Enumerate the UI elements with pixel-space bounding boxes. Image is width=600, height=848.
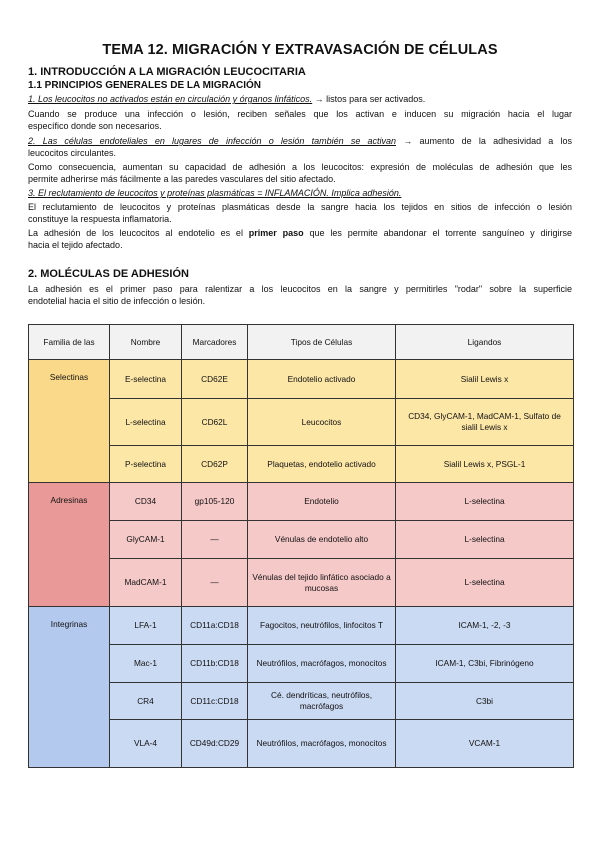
paragraph-5-underlined: 3. El reclutamiento de leucocitos y proteínas plasmáticas = INFLAMACIÓN. Implica adhesión. xyxy=(28,188,402,198)
family-cell-integrinas: Integrinas xyxy=(29,607,110,768)
header-tipos-celulas: Tipos de Células xyxy=(248,325,396,360)
cell-marcador: CD49d:CD29 xyxy=(182,720,248,768)
table-header-row xyxy=(29,325,574,360)
paragraph-4-line-1: Como consecuencia, aumentan su capacidad de adhesión a los leucocitos: expresión de moléculas de adhesión que les xyxy=(28,162,572,172)
paragraph-3-line-2: leucocitos circulantes. xyxy=(28,148,117,158)
cell-ligandos: Sialil Lewis x xyxy=(396,360,574,399)
paragraph-7-line-2: hacia el tejido afectado. xyxy=(28,240,123,250)
paragraph-4-line-2: permite adherirse más fácilmente a las paredes vasculares del sitio afectado. xyxy=(28,174,336,184)
cell-marcador: — xyxy=(182,559,248,607)
cell-marcador: CD11b:CD18 xyxy=(182,645,248,683)
cell-ligandos: ICAM-1, -2, -3 xyxy=(396,607,574,645)
cell-nombre: P-selectina xyxy=(110,446,182,483)
paragraph-6-line-2: constituye la respuesta inflamatoria. xyxy=(28,214,172,224)
cell-nombre: GlyCAM-1 xyxy=(110,521,182,559)
paragraph-7-line-1 xyxy=(28,227,572,239)
table-row xyxy=(29,483,574,521)
cell-marcador: CD62E xyxy=(182,360,248,399)
document-title: TEMA 12. MIGRACIÓN Y EXTRAVASACIÓN DE CÉLULAS xyxy=(102,42,498,58)
cell-celulas: Fagocitos, neutrófilos, linfocitos T xyxy=(248,607,396,645)
subsection-1-1-heading: 1.1 PRINCIPIOS GENERALES DE LA MIGRACIÓN xyxy=(28,80,261,91)
paragraph-3-underlined: 2. Las células endoteliales en lugares de infección o lesión también se activan xyxy=(28,136,397,146)
paragraph-7-text-b: que les permite abandonar el torrente sanguíneo y dirigirse xyxy=(303,228,572,238)
family-cell-adresinas: Adresinas xyxy=(29,483,110,607)
header-marcadores: Marcadores xyxy=(182,325,248,360)
table-row xyxy=(29,399,574,446)
cell-ligandos: L-selectina xyxy=(396,483,574,521)
table-row xyxy=(29,521,574,559)
header-familia: Familia de las xyxy=(29,325,110,360)
cell-marcador: CD11a:CD18 xyxy=(182,607,248,645)
cell-marcador: gp105-120 xyxy=(182,483,248,521)
paragraph-3 xyxy=(28,135,572,147)
cell-celulas: Vénulas del tejido linfático asociado a mucosas xyxy=(248,559,396,607)
cell-celulas: Neutrófilos, macrófagos, monocitos xyxy=(248,720,396,768)
cell-marcador: CD62L xyxy=(182,399,248,446)
cell-ligandos: L-selectina xyxy=(396,521,574,559)
table-row xyxy=(29,720,574,768)
section-2-heading: 2. MOLÉCULAS DE ADHESIÓN xyxy=(28,268,189,280)
paragraph-1-rest: → listos para ser activados. xyxy=(312,94,426,104)
paragraph-2-line-1: Cuando se produce una infección o lesión, reciben señales que los activan e inducen su migración hacia el lugar xyxy=(28,109,572,119)
cell-nombre: CR4 xyxy=(110,683,182,720)
cell-celulas: Neutrófilos, macrófagos, monocitos xyxy=(248,645,396,683)
header-ligandos: Ligandos xyxy=(396,325,574,360)
paragraph-7-text-a: La adhesión de los leucocitos al endotelio es el xyxy=(28,228,249,238)
paragraph-7-bold: primer paso xyxy=(248,228,304,238)
header-nombre: Nombre xyxy=(110,325,182,360)
paragraph-2-line-2: específico donde son necesarios. xyxy=(28,121,162,131)
table-row xyxy=(29,360,574,399)
cell-ligandos: VCAM-1 xyxy=(396,720,574,768)
family-cell-selectinas: Selectinas xyxy=(29,360,110,483)
table-row xyxy=(29,683,574,720)
paragraph-1-underlined: 1. Los leucocitos no activados están en circulación y órganos linfáticos. xyxy=(28,94,313,104)
paragraph-3-rest: → aumento de la adhesividad a los xyxy=(396,136,573,146)
paragraph-6-line-1: El reclutamiento de leucocitos y proteínas plasmáticas desde la sangre hacia los tejidos en sitios de infección o lesión xyxy=(28,202,572,212)
cell-nombre: E-selectina xyxy=(110,360,182,399)
cell-nombre: MadCAM-1 xyxy=(110,559,182,607)
cell-ligandos: CD34, GlyCAM-1, MadCAM-1, Sulfato de sialil Lewis x xyxy=(396,399,574,446)
cell-ligandos: L-selectina xyxy=(396,559,574,607)
section-2-paragraph-line-2: endotelial hacia el sitio de infección o lesión. xyxy=(28,296,206,306)
cell-ligandos: ICAM-1, C3bi, Fibrinógeno xyxy=(396,645,574,683)
table-row xyxy=(29,607,574,645)
cell-ligandos: Sialil Lewis x, PSGL-1 xyxy=(396,446,574,483)
section-1-heading: 1. INTRODUCCIÓN A LA MIGRACIÓN LEUCOCITARIA xyxy=(28,66,306,78)
cell-marcador: CD62P xyxy=(182,446,248,483)
cell-celulas: Endotelio xyxy=(248,483,396,521)
table-row xyxy=(29,645,574,683)
cell-ligandos: C3bi xyxy=(396,683,574,720)
paragraph-5 xyxy=(28,187,572,199)
cell-celulas: Cé. dendríticas, neutrófilos, macrófagos xyxy=(248,683,396,720)
cell-marcador: CD11c:CD18 xyxy=(182,683,248,720)
table-row xyxy=(29,446,574,483)
cell-nombre: VLA-4 xyxy=(110,720,182,768)
table-row xyxy=(29,559,574,607)
cell-marcador: — xyxy=(182,521,248,559)
cell-nombre: LFA-1 xyxy=(110,607,182,645)
cell-celulas: Vénulas de endotelio alto xyxy=(248,521,396,559)
paragraph-1 xyxy=(28,93,572,105)
cell-nombre: CD34 xyxy=(110,483,182,521)
cell-nombre: L-selectina xyxy=(110,399,182,446)
cell-celulas: Leucocitos xyxy=(248,399,396,446)
cell-nombre: Mac-1 xyxy=(110,645,182,683)
cell-celulas: Plaquetas, endotelio activado xyxy=(248,446,396,483)
adhesion-molecules-table xyxy=(28,324,574,768)
section-2-paragraph-line-1: La adhesión es el primer paso para ralentizar a los leucocitos en la sangre y permitirles "rodar" sobre la superficie xyxy=(28,284,572,294)
cell-celulas: Endotelio activado xyxy=(248,360,396,399)
